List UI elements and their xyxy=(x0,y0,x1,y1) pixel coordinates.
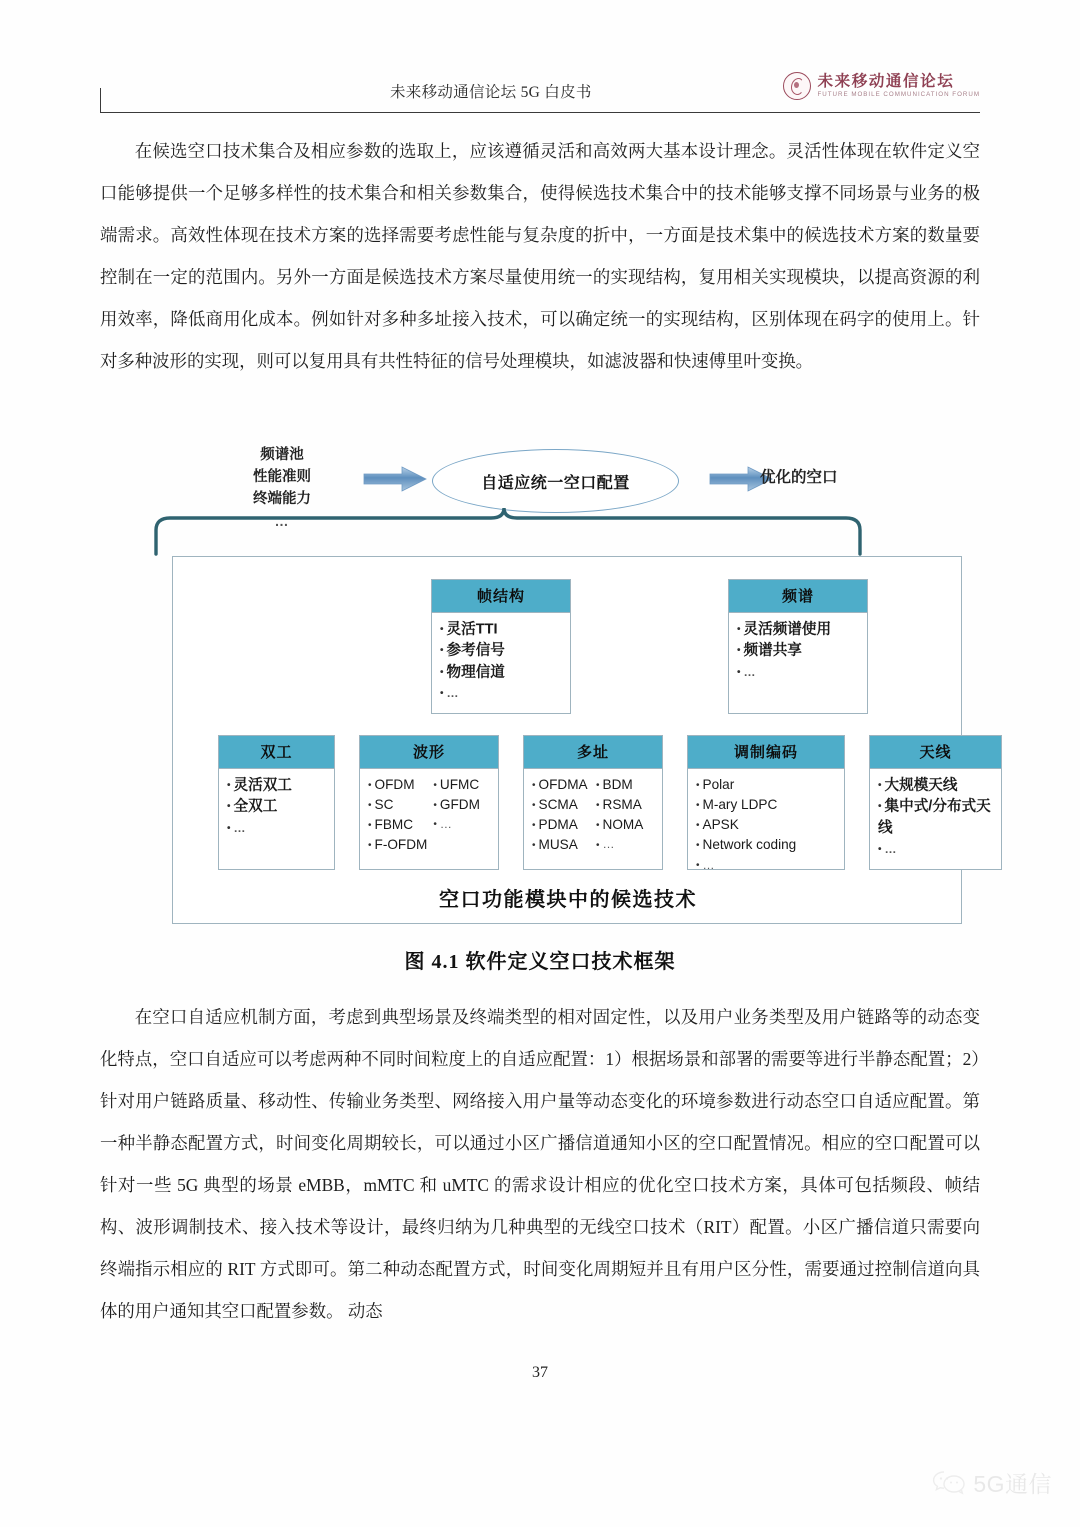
list-item: • 灵活TTI xyxy=(440,619,562,640)
list-item: • PDMA xyxy=(532,815,590,835)
list-item: • … xyxy=(433,815,490,835)
figure-brace xyxy=(148,508,868,556)
figure-input-4: … xyxy=(274,513,290,529)
header-rule-vertical xyxy=(100,88,101,113)
module-duplex-body xyxy=(219,769,334,843)
figure-container xyxy=(172,556,991,924)
body-paragraph-2: 在空口自适应机制方面，考虑到典型场景及终端类型的相对固定性，以及用户业务类型及用户链路等的动态变化特点，空口自适应可以考虑两种不同时间粒度上的自适应配置：1）根据场景和部署的需要等进行半静态配置；2）针对用户链路质量、移动性、传输业务类型、网络接入用户量等动态变化的环境参数进行动态空口自适应配置。第一种半静态配置方式，时间变化周期较长，可以通过小区广播信道通知小区的空口配置情况。相应的空口配置可以针对一些 5G 典型的场景 eMBB，mMTC 和 uMTC 的需求设计相应的优化空口技术方案，具体可包括频段、帧结构、波形调制技术、接入技术等设计，最终归纳为几种典型的无线空口技术（RIT）配置。小区广播信道只需要向终端指示相应的 RIT 方式即可。第二种动态配置方式，时间变化周期短并且有用户区分性，需要通过控制信道向具体的用户通知其空口配置参数。 动态 xyxy=(100,1007,980,1321)
module-duplex xyxy=(218,735,335,870)
figure-input-1: 频谱池 xyxy=(260,447,304,463)
list-item: • M-ary LDPC xyxy=(696,795,836,815)
list-item: • BDM xyxy=(596,775,654,795)
module-multiple-access-title: 多址 xyxy=(524,736,662,769)
figure-output-label: 优化的空口 xyxy=(760,469,838,486)
module-spectrum-body xyxy=(729,613,867,687)
module-waveform-col-1 xyxy=(368,775,427,856)
list-item: • 集中式/分布式天线 xyxy=(878,796,993,838)
module-modulation-coding-body xyxy=(688,769,844,879)
list-item: • … xyxy=(696,856,836,876)
wechat-icon xyxy=(932,1469,966,1497)
list-item: • … xyxy=(737,662,859,683)
forum-logo-text xyxy=(818,74,980,99)
module-duplex-title: 双工 xyxy=(219,736,334,769)
list-item: • MUSA xyxy=(532,835,590,855)
header-title: 未来移动通信论坛 5G 白皮书 xyxy=(390,84,592,101)
header-rule xyxy=(100,112,980,113)
module-antenna xyxy=(869,735,1002,870)
module-waveform-title: 波形 xyxy=(360,736,498,769)
list-item: • APSK xyxy=(696,815,836,835)
list-item: • GFDM xyxy=(433,795,490,815)
wechat-watermark xyxy=(932,1466,1052,1499)
list-item: • 灵活双工 xyxy=(227,775,326,796)
module-spectrum-title: 频谱 xyxy=(729,580,867,613)
list-item: • SC xyxy=(368,795,427,815)
body-paragraph-1: 在候选空口技术集合及相应参数的选取上，应该遵循灵活和高效两大基本设计理念。灵活性体现在软件定义空口能够提供一个足够多样性的技术集合和相关参数集合，使得候选技术集合中的技术能够支撑不同场景与业务的极端需求。高效性体现在技术方案的选择需要考虑性能与复杂度的折中，一方面是技术集中的候选技术方案的数量要控制在一定的范围内。另外一方面是候选技术方案尽量使用统一的实现结构，复用相关实现模块，以提高资源的利用效率，降低商用化成本。例如针对多种多址接入技术，可以确定统一的实现结构，区别体现在码字的使用上。针对多种波形的实现，则可以复用具有共性特征的信号处理模块，如滤波器和快速傅里叶变换。 xyxy=(100,141,980,371)
forum-logo-icon xyxy=(783,72,811,100)
arrow-right-icon-left xyxy=(362,464,428,494)
forum-logo-cn: 未来移动通信论坛 xyxy=(817,72,955,90)
list-item: • F-OFDM xyxy=(368,835,427,855)
figure-input-2: 性能准则 xyxy=(253,469,311,485)
module-waveform-body xyxy=(360,769,498,860)
module-antenna-body xyxy=(870,769,1001,864)
list-item: • SCMA xyxy=(532,795,590,815)
list-item: • … xyxy=(596,835,654,855)
figure-center-node-label: 自适应统一空口配置 xyxy=(481,474,630,492)
list-item: • NOMA xyxy=(596,815,654,835)
module-multiple-access-col-2 xyxy=(596,775,654,856)
module-waveform xyxy=(359,735,499,870)
list-item: • 频谱共享 xyxy=(737,640,859,661)
forum-logo xyxy=(783,72,980,100)
module-antenna-title: 天线 xyxy=(870,736,1001,769)
module-modulation-coding-title: 调制编码 xyxy=(688,736,844,769)
list-item: • Network coding xyxy=(696,835,836,855)
module-frame-structure xyxy=(431,579,571,714)
figure-input-3: 终端能力 xyxy=(253,491,311,507)
list-item: • Polar xyxy=(696,775,836,795)
list-item: • 大规模天线 xyxy=(878,775,993,796)
list-item: • 全双工 xyxy=(227,796,326,817)
list-item: • OFDM xyxy=(368,775,427,795)
module-multiple-access-col-1 xyxy=(532,775,590,856)
module-modulation-coding xyxy=(687,735,845,870)
module-frame-structure-body xyxy=(432,613,570,708)
list-item: • UFMC xyxy=(433,775,490,795)
list-item: • … xyxy=(440,683,562,704)
module-spectrum xyxy=(728,579,868,714)
figure-caption: 图 4.1 软件定义空口技术框架 xyxy=(404,951,676,973)
list-item: • FBMC xyxy=(368,815,427,835)
module-multiple-access-body xyxy=(524,769,662,860)
module-frame-structure-title: 帧结构 xyxy=(432,580,570,613)
figure-center-node xyxy=(432,449,679,513)
list-item: • … xyxy=(227,818,326,839)
figure-4-1 xyxy=(100,432,991,932)
module-waveform-col-2 xyxy=(433,775,490,856)
figure-container-caption: 空口功能模块中的候选技术 xyxy=(439,889,697,911)
list-item: • OFDMA xyxy=(532,775,590,795)
list-item: • 参考信号 xyxy=(440,640,562,661)
list-item: • 物理信道 xyxy=(440,662,562,683)
page-number: 37 xyxy=(532,1364,548,1381)
list-item: • 灵活频谱使用 xyxy=(737,619,859,640)
module-multiple-access xyxy=(523,735,663,870)
forum-logo-en: FUTURE MOBILE COMMUNICATION FORUM xyxy=(817,91,980,99)
list-item: • … xyxy=(878,839,993,860)
list-item: • RSMA xyxy=(596,795,654,815)
watermark-label: 5G通信 xyxy=(973,1471,1052,1497)
